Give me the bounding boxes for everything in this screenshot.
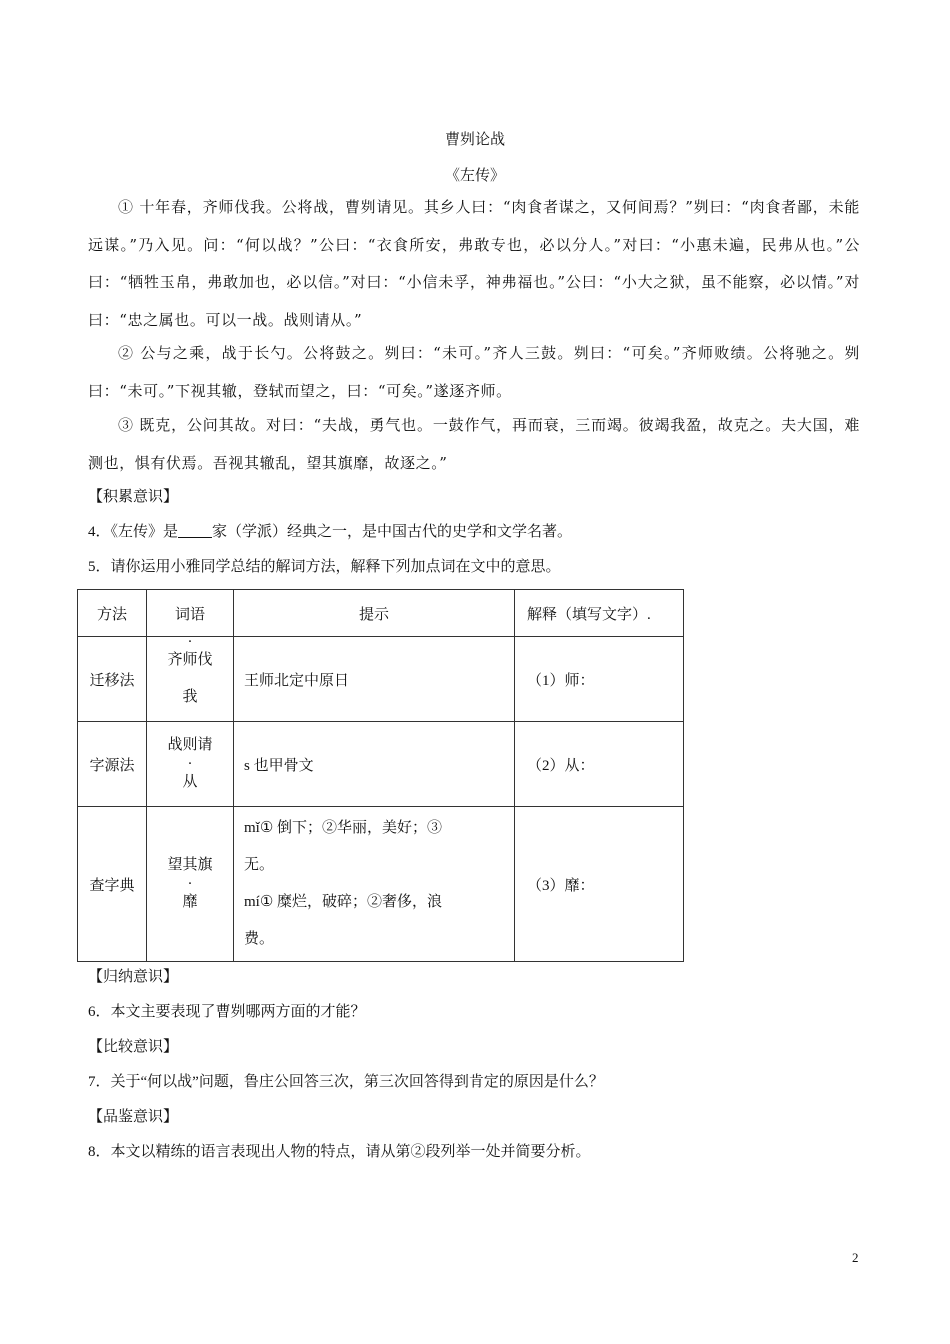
table-row <box>78 722 684 807</box>
passage-title: 曹刿论战 <box>444 130 505 148</box>
explanation-cell[interactable]: （1）师： <box>515 637 684 722</box>
question-6: 6．本文主要表现了曹刿哪两方面的才能？ <box>88 1004 366 1020</box>
table-row <box>78 637 684 722</box>
question-4-suffix: 家（学派）经典之一，是中国古代的史学和文学名著。 <box>212 524 573 540</box>
paragraph-2: ② 公与之乘，战于长勺。公将鼓之。刿曰：“未可。”齐人三鼓。刿曰：“可矣。”齐师败绩。公将驰之。刿曰：“未可。”下视其辙，登轼而望之，曰：“可矣。”遂逐齐师。 <box>88 344 860 400</box>
hint-cell <box>234 807 515 962</box>
explanation-cell[interactable]: （2）从： <box>515 722 684 807</box>
section-heading-accumulate: 【积累意识】 <box>88 489 179 505</box>
question-4-prefix: 4．《左传》是 <box>88 524 179 540</box>
word-cell <box>147 637 234 722</box>
header-word: 词语 <box>147 590 234 637</box>
word-text: 战则请 <box>167 737 213 753</box>
paragraph-1: ① 十年春，齐师伐我。公将战，曹刿请见。其乡人曰：“肉食者谋之，又何间焉？”刿曰：“肉食者鄙，未能远谋。”乃入见。问：“何以战？”公曰：“衣食所安，弗敢专也，必以分人。”对曰：“小惠未遍，民弗从也。”公曰：“牺牲玉帛，弗敢加也，必以信。”对曰：“小信未孚，神弗福也。”公曰：“小大之狱，虽不能察，必以情。”对曰：“忠之属也。可以一战。战则请从。” <box>88 198 860 329</box>
word-text: 望其旗 <box>167 857 213 873</box>
explanation-cell[interactable]: （3）靡： <box>515 807 684 962</box>
dotted-character: 师 <box>182 652 198 668</box>
word-cell <box>147 807 234 962</box>
method-cell: 查字典 <box>78 807 147 962</box>
hint-cell: s 也甲骨文 <box>234 722 515 807</box>
header-hint: 提示 <box>234 590 515 637</box>
dotted-character: 从 <box>182 774 198 790</box>
section-heading-appreciate: 【品鉴意识】 <box>88 1109 179 1125</box>
header-method: 方法 <box>78 590 147 637</box>
word-text: 齐 <box>167 652 183 668</box>
page-number: 2 <box>852 1250 859 1265</box>
dictionary-entry-mi2: mí① 糜烂，破碎；②奢侈，浪费。 <box>244 894 443 947</box>
answer-blank[interactable] <box>178 521 212 538</box>
section-heading-summarize: 【归纳意识】 <box>88 969 179 985</box>
method-cell: 字源法 <box>78 722 147 807</box>
table-header-row <box>78 590 684 637</box>
passage-source: 《左传》 <box>444 166 505 184</box>
header-explanation: 解释（填写文字）. <box>515 590 684 637</box>
section-heading-compare: 【比较意识】 <box>88 1039 179 1055</box>
method-cell: 迁移法 <box>78 637 147 722</box>
dotted-character: 靡 <box>182 894 198 910</box>
question-4 <box>88 521 572 543</box>
dictionary-entry-mi3: mǐ① 倒下；②华丽，美好；③无。 <box>244 820 443 873</box>
question-8: 8．本文以精练的语言表现出人物的特点，请从第②段列举一处并简要分析。 <box>88 1144 591 1160</box>
word-text: 伐我 <box>182 652 213 705</box>
hint-cell: 王师北定中原日 <box>234 637 515 722</box>
word-cell <box>147 722 234 807</box>
paragraph-3: ③ 既克，公问其故。对曰：“夫战，勇气也。一鼓作气，再而衰，三而竭。彼竭我盈，故克之。夫大国，难测也，惧有伏焉。吾视其辙乱，望其旗靡，故逐之。” <box>88 416 860 472</box>
question-5: 5．请你运用小雅同学总结的解词方法，解释下列加点词在文中的意思。 <box>88 559 561 575</box>
question-7: 7．关于“何以战”问题，鲁庄公回答三次，第三次回答得到肯定的原因是什么？ <box>88 1074 604 1090</box>
vocabulary-table <box>77 589 684 962</box>
table-row <box>78 807 684 962</box>
